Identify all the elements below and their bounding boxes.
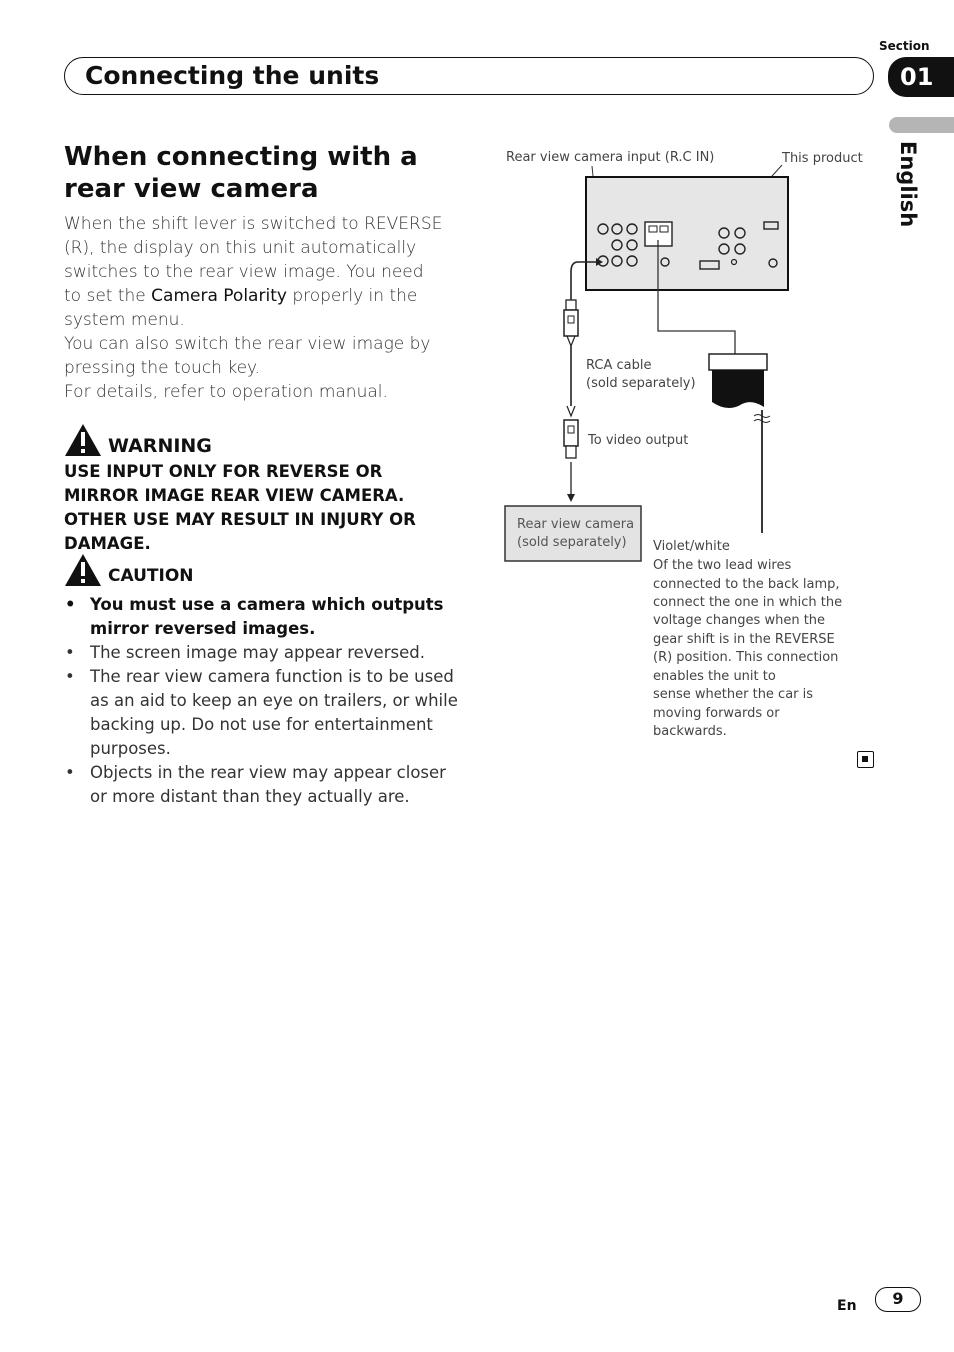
svg-text:connected to the back lamp,: connected to the back lamp, xyxy=(653,577,840,592)
camera-polarity-term: Camera Polarity xyxy=(151,286,287,306)
svg-text:(R) position. This connection: (R) position. This connection xyxy=(653,650,839,665)
svg-text:backwards.: backwards. xyxy=(653,724,727,739)
warning-text: USE INPUT ONLY FOR REVERSE OR MIRROR IMAGE REAR VIEW CAMERA. OTHER USE MAY RESULT IN INJURY OR DAMAGE. xyxy=(64,462,416,553)
footer-language-code: En xyxy=(837,1298,857,1314)
end-of-section-mark xyxy=(857,751,874,768)
page-number: 9 xyxy=(875,1287,921,1312)
section-heading: When connecting with a rear view camera xyxy=(64,142,418,204)
rca-arrow-down xyxy=(567,494,575,502)
rca-plug-top xyxy=(564,300,578,346)
intro-paragraph-1: When the shift lever is switched to REVERSE (R), the display on this unit automatically switches to the rear view image. You need to set the Camera Polarity properly in the system menu. xyxy=(64,214,443,330)
svg-text:voltage changes when the: voltage changes when the xyxy=(653,613,826,628)
wire-note xyxy=(653,539,842,739)
rca-label-line2: (sold separately) xyxy=(586,376,696,391)
svg-text:gear shift is in the REVERSE: gear shift is in the REVERSE xyxy=(653,632,835,647)
rca-label-line1: RCA cable xyxy=(586,358,652,373)
warning-label: WARNING xyxy=(108,435,212,457)
section-label: Section xyxy=(879,39,930,53)
head-unit-panel xyxy=(586,177,788,290)
language-label: English xyxy=(896,141,920,228)
intro-paragraph-3: For details, refer to operation manual. xyxy=(64,382,388,402)
video-output-label: To video output xyxy=(588,433,689,448)
caution-item: • The rear view camera function is to be used as an aid to keep an eye on trailers, or while backing up. Do not use for entertainment purposes. xyxy=(65,667,458,758)
svg-text:sense whether the car is: sense whether the car is xyxy=(653,687,814,702)
product-label: This product xyxy=(782,151,863,166)
svg-text:connect the one in which the: connect the one in which the xyxy=(653,595,843,610)
lead-wire-connector xyxy=(709,354,770,533)
camera-label-line1: Rear view camera xyxy=(517,517,635,532)
caution-item: • Objects in the rear view may appear closer or more distant than they actually are. xyxy=(65,763,446,806)
intro-paragraph-2: You can also switch the rear view image by pressing the touch key. xyxy=(64,334,431,378)
caution-item: • The screen image may appear reversed. xyxy=(65,643,425,662)
svg-text:Violet/white: Violet/white xyxy=(653,539,730,554)
svg-text:enables the unit to: enables the unit to xyxy=(653,669,776,684)
section-number-badge: 01 xyxy=(888,57,954,97)
rca-plug-bottom xyxy=(564,406,578,458)
caution-label: CAUTION xyxy=(108,566,194,586)
caution-item: • You must use a camera which outputs mirror reversed images. xyxy=(65,595,444,638)
input-label: Rear view camera input (R.C IN) xyxy=(506,150,715,165)
camera-box xyxy=(505,506,641,561)
svg-text:Of the two lead wires: Of the two lead wires xyxy=(653,558,792,573)
camera-label-line2: (sold separately) xyxy=(517,535,627,550)
svg-text:moving forwards or: moving forwards or xyxy=(653,706,780,721)
page-title: Connecting the units xyxy=(85,61,380,90)
